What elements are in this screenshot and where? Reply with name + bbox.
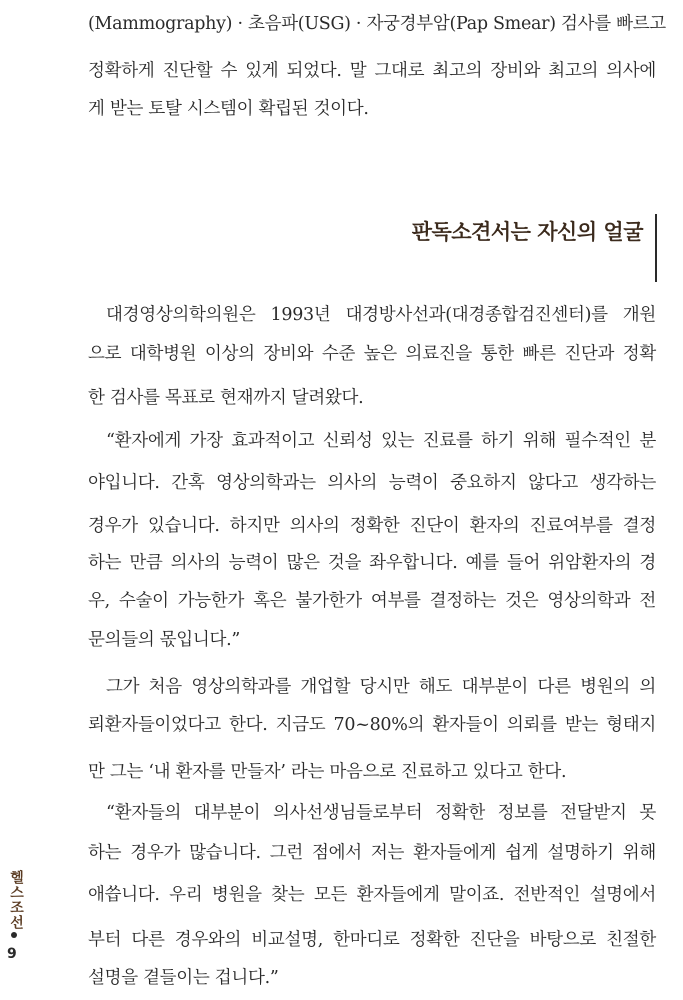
paragraph-2-line-4: 하는 만큼 의사의 능력이 많은 것을 좌우합니다. 예를 들어 위암환자의 경 (88, 553, 656, 573)
paragraph-2-line-1: “환자에게 가장 효과적이고 신뢰성 있는 진료를 하기 위해 필수적인 분 (106, 431, 656, 451)
separator-dot (11, 932, 17, 938)
paragraph-2-line-5: 우, 수술이 가능한가 혹은 불가한가 여부를 결정하는 것은 영상의학과 전 (88, 591, 656, 611)
heading-divider-bar (655, 214, 657, 282)
paragraph-3-line-3: 만 그는 ‘내 환자를 만들자’ 라는 마음으로 진료하고 있다고 한다. (88, 762, 567, 782)
paragraph-3-line-1: 그가 처음 영상의학과를 개업할 당시만 해도 대부분이 다른 병원의 의 (106, 677, 656, 697)
paragraph-4-line-3: 애씁니다. 우리 병원을 찾는 모든 환자들에게 말이죠. 전반적인 설명에서 (88, 885, 656, 905)
paragraph-4-line-1: “환자들의 대부분이 의사선생님들로부터 정확한 정보를 전달받지 못 (106, 803, 656, 823)
section-heading: 판독소견서는 자신의 얼굴 (411, 220, 643, 244)
magazine-brand: 헬스조선 (8, 870, 24, 930)
paragraph-1-line-2: 으로 대학병원 이상의 장비와 수준 높은 의료진을 통한 빠른 진단과 정확 (88, 344, 656, 364)
paragraph-4-line-4: 부터 다른 경우와의 비교설명, 한마디로 정확한 진단을 바탕으로 친절한 (88, 930, 656, 950)
intro-line-2: 정확하게 진단할 수 있게 되었다. 말 그대로 최고의 장비와 최고의 의사에 (88, 61, 656, 81)
paragraph-2-line-6: 문의들의 몫입니다.” (88, 630, 241, 650)
paragraph-3-line-2: 뢰환자들이었다고 한다. 지금도 70~80%의 환자들이 의뢰를 받는 형태지 (88, 715, 656, 735)
paragraph-4-line-5: 설명을 곁들이는 겁니다.” (88, 968, 279, 988)
intro-line-1: (Mammography) · 초음파(USG) · 자궁경부암(Pap Smear) 검사를 빠르고 (88, 14, 666, 34)
paragraph-1-line-1: 대경영상의학의원은 1993년 대경방사선과(대경종합검진센터)를 개원 (106, 305, 656, 325)
paragraph-4-line-2: 하는 경우가 많습니다. 그런 점에서 저는 환자들에게 쉽게 설명하기 위해 (88, 843, 656, 863)
page-footer (4, 870, 26, 990)
page-number: 9 (7, 946, 17, 962)
intro-line-3: 게 받는 토탈 시스템이 확립된 것이다. (88, 99, 369, 119)
paragraph-1-line-3: 한 검사를 목표로 현재까지 달려왔다. (88, 388, 364, 408)
paragraph-2-line-3: 경우가 있습니다. 하지만 의사의 정확한 진단이 환자의 진료여부를 결정 (88, 516, 656, 536)
paragraph-2-line-2: 야입니다. 간혹 영상의학과는 의사의 능력이 중요하지 않다고 생각하는 (88, 473, 656, 493)
